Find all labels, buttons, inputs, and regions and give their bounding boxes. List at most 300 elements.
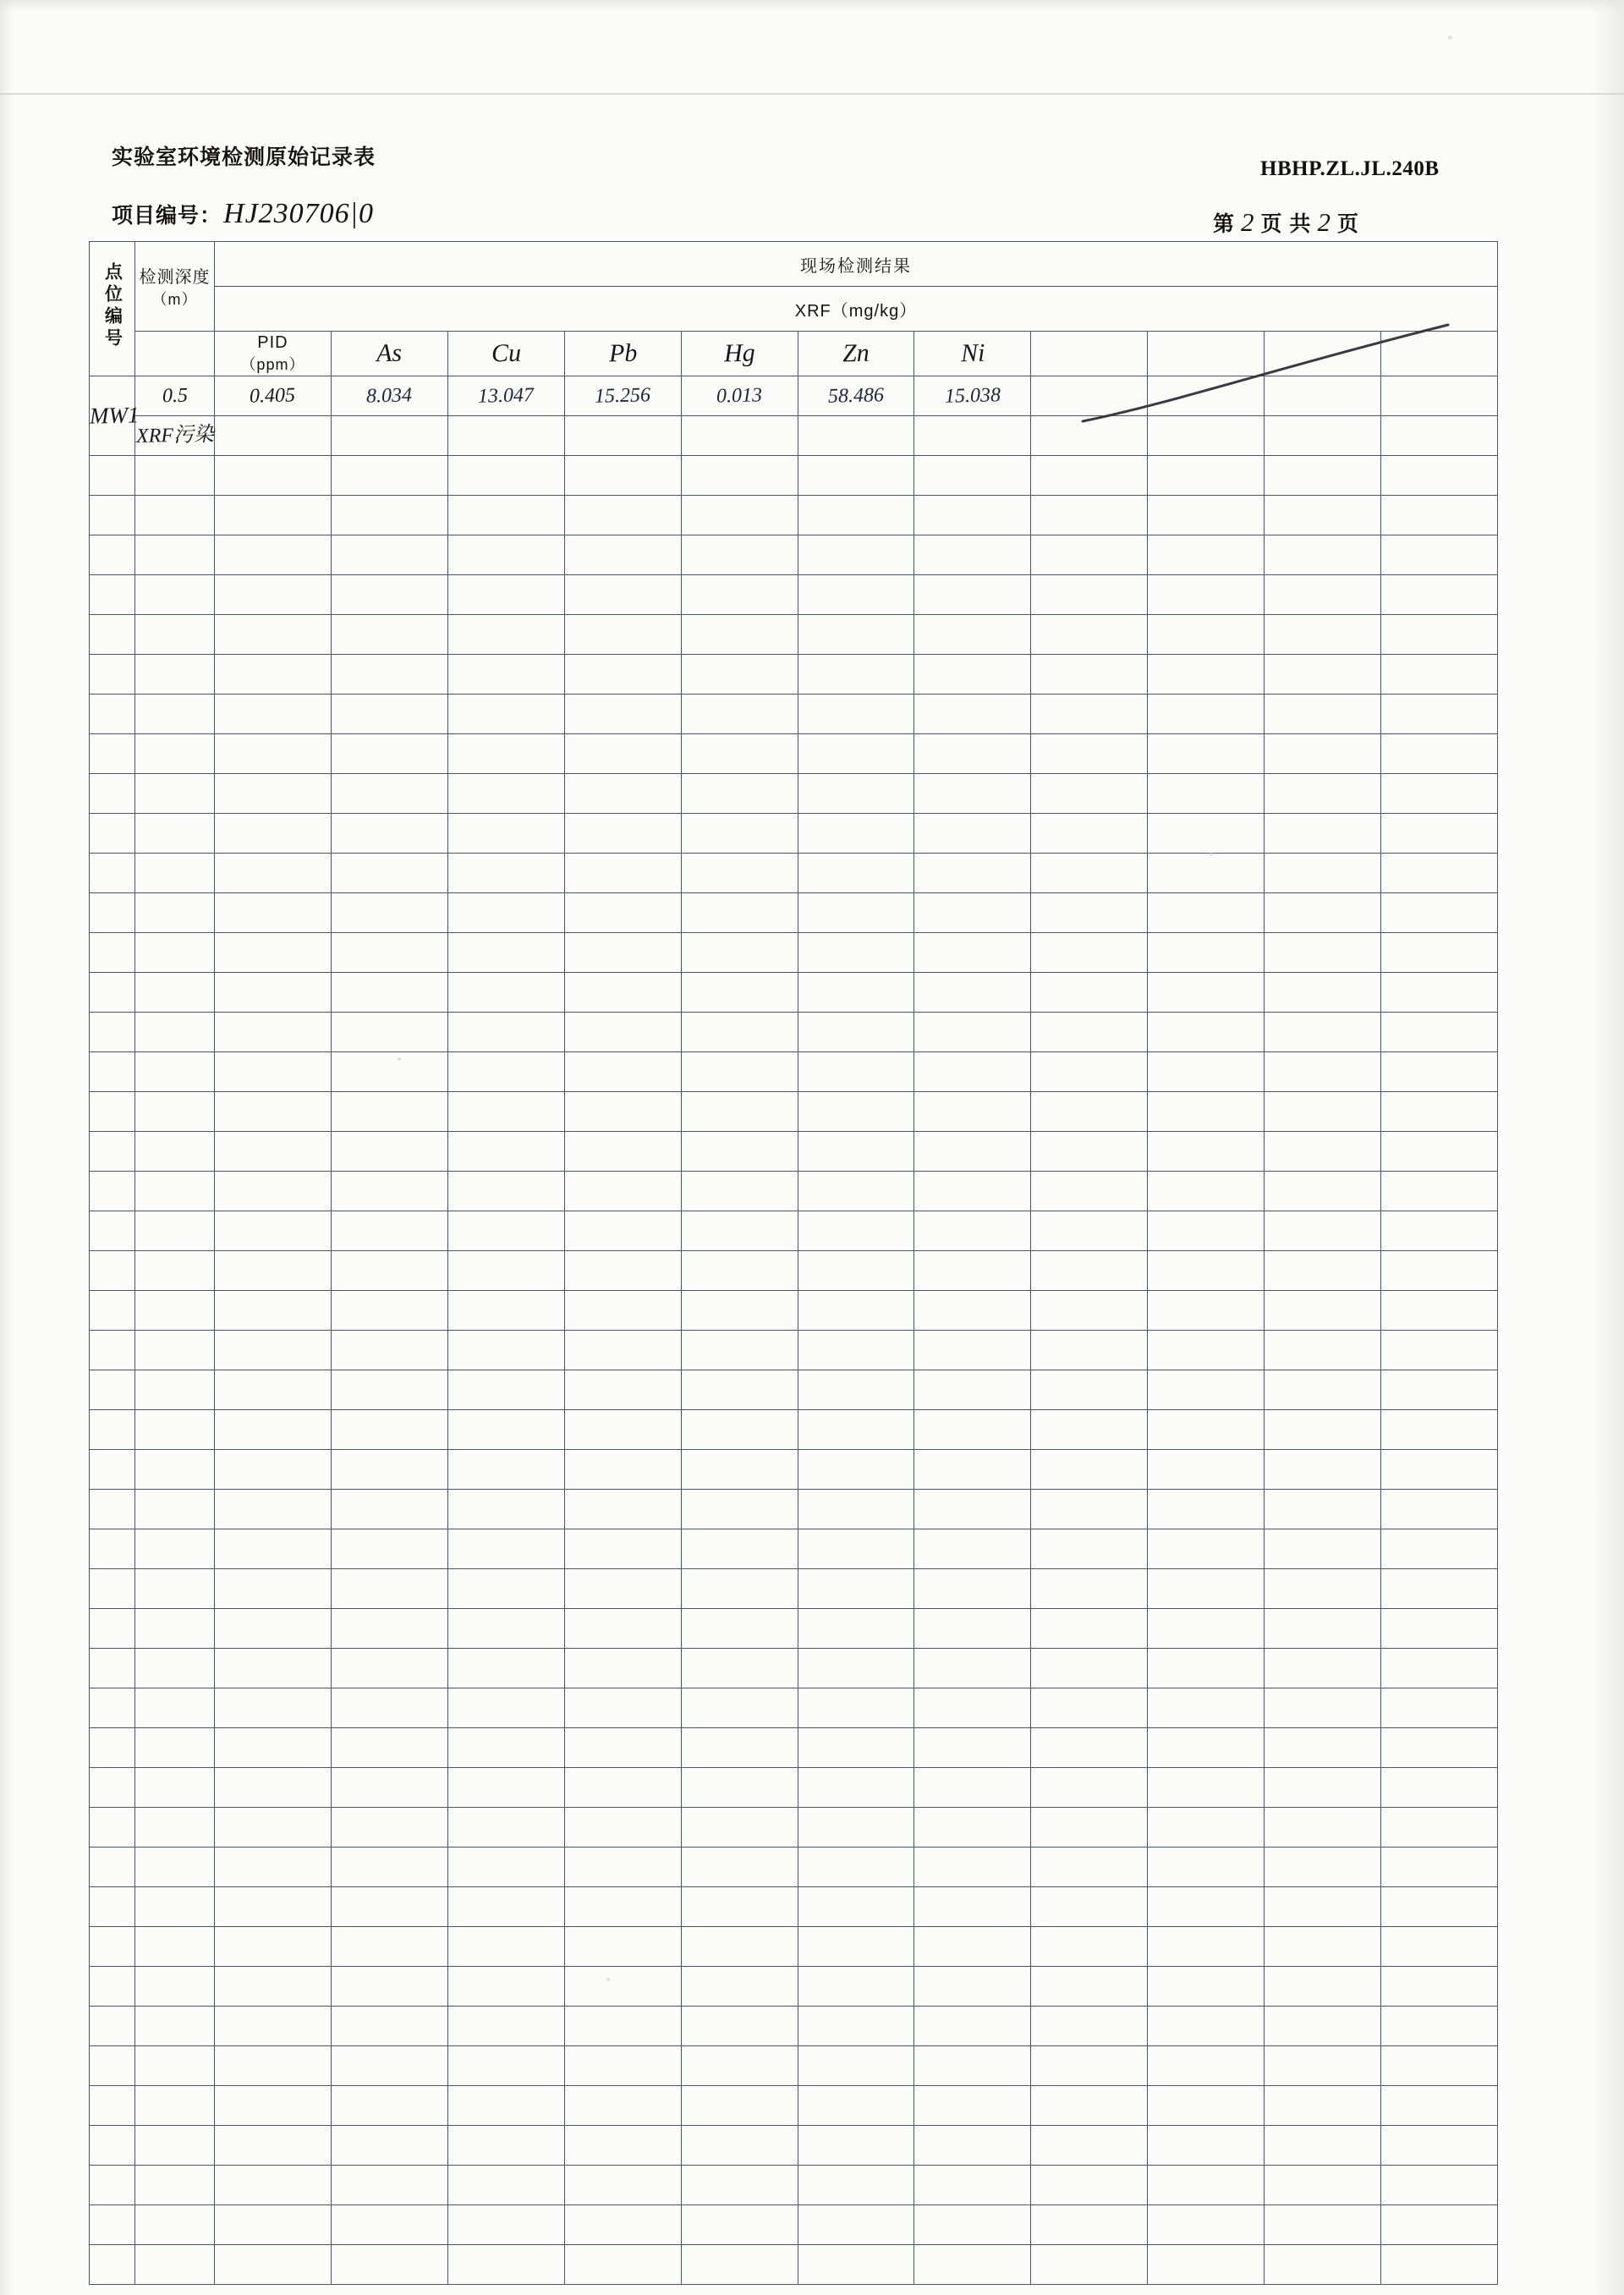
cell-xrf-6 [914,2245,1031,2285]
cell-pid [215,774,332,814]
cell-pid [215,456,332,496]
cell-xrf-10 [1381,814,1498,854]
cell-xrf-6 [914,1967,1031,2007]
xrf-value: 13.047 [478,383,535,408]
cell-xrf-9 [1265,1172,1381,1211]
cell-xrf-10 [1381,496,1498,535]
xrf-value: 58.486 [827,383,885,408]
cell-xrf-9 [1265,973,1381,1013]
cell-xrf-1 [331,695,447,734]
cell-xrf-6 [914,1450,1031,1490]
cell-xrf-4 [681,2086,798,2126]
table-row-empty[interactable] [90,1808,1498,1848]
cell-xrf-3 [564,575,681,615]
cell-point-no [90,1092,135,1132]
header-analyte-9 [1265,332,1381,376]
cell-xrf-3 [564,2245,681,2285]
cell-xrf-9 [1265,416,1381,456]
table-row-empty[interactable] [90,695,1498,734]
header-result-group: 现场检测结果 [215,242,1498,287]
cell-xrf-1 [331,376,447,416]
cell-pid [215,655,332,695]
project-number-label: 项目编号： [112,204,222,228]
cell-xrf-5 [798,2245,914,2285]
cell-xrf-10 [1381,416,1498,456]
table-row-empty[interactable] [90,1132,1498,1172]
cell-xrf-9 [1265,615,1381,655]
cell-xrf-3 [564,655,681,695]
table-row-empty[interactable] [90,1370,1498,1410]
table-row-empty[interactable] [90,1410,1498,1450]
cell-xrf-9 [1265,456,1381,496]
cell-xrf-1 [331,2126,447,2166]
table-row-empty[interactable] [90,1490,1498,1529]
cell-xrf-7 [1031,814,1148,854]
scan-right-edge [1590,0,1624,2295]
table-row-empty[interactable] [90,1887,1498,1927]
table-row-empty[interactable] [90,655,1498,695]
cell-xrf-6 [914,1092,1031,1132]
cell-xrf-10 [1381,933,1498,973]
cell-xrf-5 [798,973,914,1013]
cell-xrf-8 [1148,933,1265,973]
analyte-name: Pb [608,338,638,368]
table-row-empty[interactable] [90,814,1498,854]
cell-xrf-9 [1265,1132,1381,1172]
cell-xrf-4 [681,893,798,933]
cell-xrf-7 [1031,2046,1148,2086]
cell-xrf-5 [798,376,914,416]
cell-xrf-2 [447,2205,564,2245]
cell-pid [215,2046,332,2086]
cell-xrf-10 [1381,1688,1498,1728]
cell-xrf-5 [798,1331,914,1370]
cell-xrf-9 [1265,575,1381,615]
cell-pid [215,854,332,893]
cell-xrf-10 [1381,1291,1498,1331]
cell-pid [215,1529,332,1569]
cell-point-no [90,893,135,933]
cell-xrf-5 [798,774,914,814]
cell-xrf-10 [1381,1172,1498,1211]
cell-xrf-3 [564,1649,681,1688]
page-total: 2 [1317,207,1331,237]
cell-xrf-4 [681,1609,798,1649]
table-row-empty[interactable] [90,575,1498,615]
cell-xrf-4 [681,496,798,535]
cell-depth [135,1569,215,1609]
cell-xrf-6 [914,814,1031,854]
cell-xrf-8 [1148,1370,1265,1410]
header-xrf-group: XRF（mg/kg） [215,287,1498,332]
cell-xrf-6 [914,1291,1031,1331]
cell-xrf-2 [447,1768,564,1808]
cell-pid [215,1490,332,1529]
cell-xrf-8 [1148,2245,1265,2285]
cell-xrf-8 [1148,1172,1265,1211]
table-row-empty[interactable] [90,1967,1498,2007]
table-row-empty[interactable] [90,1172,1498,1211]
cell-pid [215,1132,332,1172]
cell-xrf-5 [798,2126,914,2166]
cell-xrf-8 [1148,2086,1265,2126]
cell-xrf-7 [1031,2245,1148,2285]
cell-xrf-2 [447,1370,564,1410]
cell-xrf-2 [447,575,564,615]
cell-point-no [90,2086,135,2126]
project-number-row [112,198,374,230]
table-row-empty[interactable] [90,1728,1498,1768]
cell-xrf-6 [914,575,1031,615]
cell-depth [135,933,215,973]
cell-xrf-1 [331,456,447,496]
table-row-empty[interactable] [90,1331,1498,1370]
cell-xrf-8 [1148,1569,1265,1609]
scan-left-edge [0,0,14,2295]
cell-xrf-4 [681,2046,798,2086]
header-analyte-3 [564,332,681,376]
cell-xrf-10 [1381,695,1498,734]
cell-point-no [90,615,135,655]
cell-xrf-8 [1148,496,1265,535]
cell-xrf-8 [1148,814,1265,854]
cell-xrf-10 [1381,1450,1498,1490]
cell-xrf-9 [1265,1967,1381,2007]
cell-xrf-10 [1381,1331,1498,1370]
cell-xrf-1 [331,774,447,814]
cell-depth [135,1013,215,1052]
cell-depth [135,1967,215,2007]
cell-pid [215,1410,332,1450]
cell-depth [135,973,215,1013]
table-row-empty[interactable] [90,2245,1498,2285]
cell-xrf-1 [331,1688,447,1728]
cell-xrf-3 [564,1887,681,1927]
cell-point-no [90,1450,135,1490]
cell-xrf-9 [1265,1291,1381,1331]
table-row-empty[interactable] [90,1649,1498,1688]
table-row-empty[interactable] [90,1013,1498,1052]
cell-xrf-4 [681,1331,798,1370]
cell-xrf-5 [798,535,914,575]
table-row-empty[interactable] [90,1291,1498,1331]
cell-xrf-3 [564,1052,681,1092]
cell-xrf-5 [798,1172,914,1211]
table-row-empty[interactable] [90,615,1498,655]
cell-xrf-6 [914,1808,1031,1848]
cell-depth [135,1688,215,1728]
table-row-empty[interactable] [90,456,1498,496]
table-row-empty[interactable] [90,1450,1498,1490]
cell-xrf-6 [914,1569,1031,1609]
cell-xrf-4 [681,1450,798,1490]
cell-xrf-5 [798,695,914,734]
cell-xrf-10 [1381,2126,1498,2166]
table-row-empty[interactable] [90,1211,1498,1251]
header-analyte-4 [681,332,798,376]
cell-xrf-4 [681,973,798,1013]
scan-speck [1448,36,1452,40]
cell-xrf-3 [564,1688,681,1728]
table-row-empty[interactable] [90,1768,1498,1808]
cell-xrf-2 [447,1052,564,1092]
cell-xrf-7 [1031,1768,1148,1808]
cell-point-no [89,376,140,456]
cell-xrf-8 [1148,1331,1265,1370]
cell-xrf-6 [914,1490,1031,1529]
table-row-empty[interactable] [90,2166,1498,2205]
cell-depth [135,496,215,535]
cell-xrf-8 [1148,2046,1265,2086]
cell-xrf-5 [798,1967,914,2007]
table-row-empty[interactable] [90,933,1498,973]
table-row-empty[interactable] [90,1251,1498,1291]
cell-xrf-8 [1148,2126,1265,2166]
table-row-empty[interactable] [90,2126,1498,2166]
cell-xrf-4 [681,734,798,774]
cell-xrf-9 [1265,1808,1381,1848]
header-analyte-5 [798,332,914,376]
cell-xrf-3 [564,1967,681,2007]
cell-xrf-7 [1031,416,1148,456]
cell-xrf-2 [447,1331,564,1370]
cell-xrf-3 [564,695,681,734]
cell-depth [135,1490,215,1529]
table-row-empty[interactable] [90,774,1498,814]
cell-xrf-7 [1031,1251,1148,1291]
cell-pid [215,1808,332,1848]
cell-pid [215,1768,332,1808]
cell-point-no [90,1490,135,1529]
cell-xrf-8 [1148,456,1265,496]
cell-xrf-3 [564,2007,681,2046]
cell-xrf-4 [681,1649,798,1688]
cell-xrf-5 [798,1848,914,1887]
cell-xrf-8 [1148,1688,1265,1728]
table-row[interactable] [90,376,1498,416]
cell-xrf-1 [331,1172,447,1211]
table-row-empty[interactable] [90,893,1498,933]
cell-point-no [90,1927,135,1967]
header-pid-unit: （ppm） [240,355,305,373]
cell-xrf-10 [1381,376,1498,416]
cell-depth [135,1052,215,1092]
cell-xrf-1 [331,1609,447,1649]
cell-xrf-10 [1381,1370,1498,1410]
cell-xrf-9 [1265,376,1381,416]
table-row-empty[interactable] [90,1052,1498,1092]
cell-xrf-8 [1148,535,1265,575]
cell-xrf-2 [447,1569,564,1609]
cell-xrf-7 [1031,1848,1148,1887]
cell-xrf-7 [1031,376,1148,416]
cell-xrf-7 [1031,1569,1148,1609]
cell-xrf-2 [447,1450,564,1490]
table-row-empty[interactable] [90,1569,1498,1609]
cell-xrf-4 [681,774,798,814]
cell-xrf-3 [564,933,681,973]
cell-depth [135,376,215,416]
cell-xrf-4 [681,1688,798,1728]
table-row-empty[interactable] [90,1927,1498,1967]
cell-xrf-4 [681,1251,798,1291]
cell-pid [215,734,332,774]
cell-xrf-6 [914,1848,1031,1887]
cell-pid [215,575,332,615]
cell-xrf-8 [1148,893,1265,933]
cell-xrf-4 [681,1410,798,1450]
cell-xrf-2 [447,1172,564,1211]
xrf-value: 15.256 [594,383,651,408]
cell-xrf-9 [1265,1728,1381,1768]
table-row-empty[interactable] [90,1092,1498,1132]
cell-xrf-7 [1031,1370,1148,1410]
cell-xrf-9 [1265,1450,1381,1490]
header-depth-spacer [135,332,215,376]
cell-xrf-10 [1381,1529,1498,1569]
xrf-value: 15.038 [944,383,1001,408]
table-row-empty[interactable] [90,535,1498,575]
cell-xrf-8 [1148,416,1265,456]
cell-xrf-1 [331,1251,447,1291]
table-row-empty[interactable] [90,973,1498,1013]
cell-xrf-1 [331,1370,447,1410]
cell-xrf-2 [447,1728,564,1768]
table-row-empty[interactable] [90,1529,1498,1569]
cell-xrf-7 [1031,1728,1148,1768]
cell-xrf-2 [447,695,564,734]
cell-xrf-2 [447,2126,564,2166]
cell-xrf-8 [1148,1609,1265,1649]
cell-xrf-8 [1148,2007,1265,2046]
cell-xrf-4 [681,1927,798,1967]
table-row-empty[interactable] [90,2086,1498,2126]
cell-xrf-2 [447,1688,564,1728]
cell-point-no [90,734,135,774]
cell-xrf-3 [564,1331,681,1370]
cell-pid [215,1331,332,1370]
table-row-empty[interactable] [90,2046,1498,2086]
scan-speck [398,1057,401,1061]
cell-xrf-1 [331,854,447,893]
cell-pid [215,2166,332,2205]
table-row-empty[interactable] [90,1688,1498,1728]
cell-xrf-6 [914,2166,1031,2205]
cell-xrf-10 [1381,1808,1498,1848]
table-row-empty[interactable] [90,854,1498,893]
page-suffix: 页 [1336,212,1359,236]
cell-xrf-3 [564,535,681,575]
cell-xrf-5 [798,1092,914,1132]
cell-xrf-5 [798,496,914,535]
cell-xrf-9 [1265,1092,1381,1132]
cell-point-no [90,1013,135,1052]
cell-pid [215,893,332,933]
cell-xrf-4 [681,1370,798,1410]
cell-xrf-4 [681,1132,798,1172]
cell-xrf-10 [1381,2086,1498,2126]
cell-depth [135,1529,215,1569]
cell-xrf-4 [681,1172,798,1211]
cell-xrf-3 [564,1291,681,1331]
cell-xrf-9 [1265,1609,1381,1649]
cell-pid [215,1052,332,1092]
cell-xrf-4 [681,2245,798,2285]
cell-xrf-2 [447,1251,564,1291]
cell-pid [215,1688,332,1728]
cell-xrf-10 [1381,2166,1498,2205]
cell-point-no [90,1569,135,1609]
cell-xrf-1 [331,2205,447,2245]
cell-pid [215,376,332,416]
cell-depth [135,1728,215,1768]
depth-value: 0.5 [162,384,188,407]
table-row-empty[interactable] [90,1848,1498,1887]
cell-xrf-9 [1265,1251,1381,1291]
table-row-empty[interactable] [90,496,1498,535]
cell-xrf-5 [798,2166,914,2205]
cell-depth [135,535,215,575]
cell-point-no [90,1331,135,1370]
cell-xrf-10 [1381,1251,1498,1291]
cell-xrf-1 [331,734,447,774]
cell-xrf-2 [447,2046,564,2086]
table-row-empty[interactable] [90,2007,1498,2046]
cell-xrf-5 [798,416,914,456]
cell-pid [215,2126,332,2166]
cell-xrf-1 [331,1132,447,1172]
cell-xrf-2 [447,1092,564,1132]
cell-xrf-3 [564,1450,681,1490]
cell-xrf-2 [447,1848,564,1887]
table-row-empty[interactable] [90,1609,1498,1649]
cell-xrf-7 [1031,1490,1148,1529]
cell-xrf-5 [798,1887,914,1927]
cell-xrf-4 [681,1529,798,1569]
cell-xrf-10 [1381,734,1498,774]
cell-xrf-7 [1031,1410,1148,1450]
cell-xrf-3 [564,1410,681,1450]
cell-xrf-2 [447,615,564,655]
cell-depth [135,1251,215,1291]
cell-xrf-6 [914,1649,1031,1688]
cell-point-no [90,1768,135,1808]
cell-xrf-3 [564,1370,681,1410]
table-row[interactable] [90,416,1498,456]
cell-xrf-3 [564,1490,681,1529]
cell-xrf-4 [681,1569,798,1609]
cell-xrf-3 [564,2086,681,2126]
cell-point-no [90,854,135,893]
cell-xrf-6 [914,1688,1031,1728]
cell-xrf-7 [1031,496,1148,535]
cell-xrf-2 [447,1887,564,1927]
cell-xrf-8 [1148,615,1265,655]
page-current: 2 [1241,207,1255,237]
cell-xrf-5 [798,1609,914,1649]
cell-xrf-10 [1381,1211,1498,1251]
cell-xrf-8 [1148,575,1265,615]
cell-depth [135,893,215,933]
header-depth [135,242,215,332]
cell-pid [215,1728,332,1768]
cell-point-no [90,2007,135,2046]
table-row-empty[interactable] [90,734,1498,774]
cell-xrf-2 [447,2245,564,2285]
table-row-empty[interactable] [90,2205,1498,2245]
cell-xrf-9 [1265,1768,1381,1808]
cell-xrf-7 [1031,854,1148,893]
